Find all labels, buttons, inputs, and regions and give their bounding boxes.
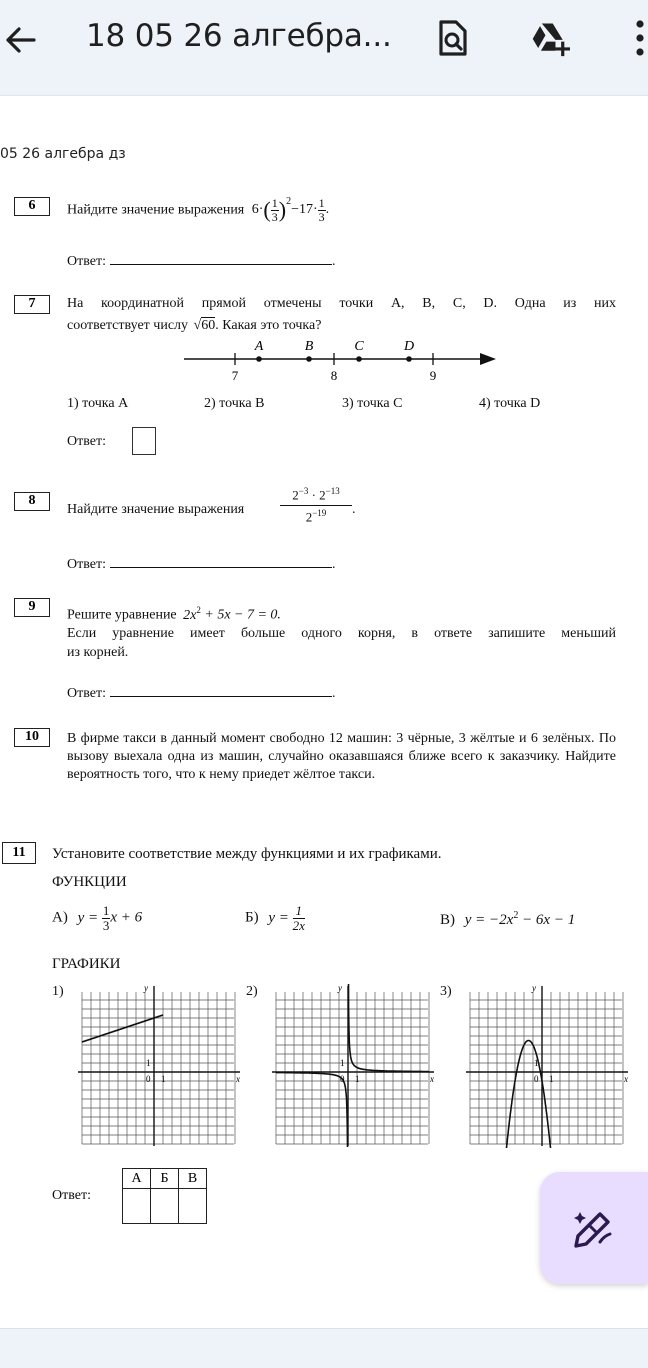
answer-table-cell-V[interactable]	[179, 1189, 207, 1224]
task-number-9: 9	[14, 598, 50, 617]
tick-label: 1	[161, 1074, 166, 1084]
task-9-line2: Если уравнение имеет больше одного корня, в ответе запишите меньший	[67, 626, 616, 641]
app-bar	[0, 0, 648, 96]
y-axis-label: y	[144, 984, 148, 993]
document-header-text: 05 26 алгебра дз	[0, 146, 126, 162]
answer-table-cell-B[interactable]	[151, 1189, 179, 1224]
answer-table-header-A: А	[123, 1169, 151, 1189]
x-axis-label: x	[624, 1074, 628, 1084]
origin-label: 0	[146, 1074, 151, 1084]
task-7-option-3: 3) точка C	[342, 396, 403, 411]
function-A-post: x + 6	[110, 909, 143, 926]
task-6-expr-b: −17·	[291, 202, 318, 218]
tick-label: 1	[549, 1074, 554, 1084]
task-8-num-base-a: 2	[292, 487, 299, 503]
task-6-answer: Ответ: .	[67, 251, 335, 270]
answer-line	[110, 554, 332, 568]
tick-label: 1	[534, 1058, 539, 1068]
task-7-line2-start: соответствует числу	[67, 318, 189, 333]
task-6-expr-end: .	[325, 202, 330, 218]
task-9-answer: Ответ: .	[67, 683, 335, 702]
answer-label: Ответ:	[67, 557, 106, 572]
task-number-10: 10	[14, 728, 50, 747]
function-A-pre: y =	[77, 909, 99, 926]
bottom-strip	[0, 1328, 648, 1368]
point-A-label: A	[254, 339, 264, 354]
answer-table-header-V: В	[179, 1169, 207, 1189]
graph-2-branch-right	[349, 984, 429, 1072]
task-9-eq-pow: 2	[196, 605, 201, 615]
task-6-frac1-den: 3	[271, 209, 278, 224]
graph-2	[268, 984, 438, 1148]
task-6-prompt: Найдите значение выражения	[67, 202, 245, 218]
task-11-answer-label: Ответ:	[52, 1188, 91, 1203]
origin-label: 0	[340, 1074, 345, 1084]
task-7-line2-end: . Какая это точка?	[215, 318, 322, 333]
task-9-prompt: Решите уравнение	[67, 607, 177, 623]
graph-1-label: 1)	[52, 984, 64, 999]
tick-label: 1	[340, 1058, 345, 1068]
point-B-label: B	[304, 339, 314, 354]
task-8-dot: ·	[308, 487, 320, 503]
task-9-line3: из корней.	[67, 645, 129, 660]
function-V-post: − 6x − 1	[518, 912, 576, 928]
task-7-option-1: 1) точка A	[67, 396, 129, 411]
task-7-sqrt-arg: 60	[201, 318, 216, 333]
graph-3	[462, 984, 632, 1148]
task-6-frac1-num: 1	[271, 196, 278, 210]
task-number-8: 8	[14, 492, 50, 511]
x-axis-label: x	[430, 1074, 434, 1084]
function-B-pre: y =	[268, 909, 289, 926]
graph-3-label: 3)	[440, 984, 452, 999]
task-8-den-base: 2	[305, 509, 313, 525]
task-7-answer-box	[132, 427, 156, 455]
y-axis-label: y	[338, 984, 342, 993]
tick-label: 1	[355, 1074, 360, 1084]
task-11-prompt: Установите соответствие между функциями и их графиками.	[52, 846, 442, 862]
task-7-line2: соответствует числу √60. Какая это точка?	[67, 318, 322, 333]
task-6-expr-a: 6·	[251, 202, 264, 218]
function-A-frac-num: 1	[102, 903, 110, 918]
answer-label: Ответ:	[67, 254, 106, 269]
task-7-answer-label: Ответ:	[67, 434, 106, 449]
function-A	[52, 904, 142, 932]
answer-line	[110, 251, 332, 265]
function-B	[245, 904, 305, 932]
task-8-num-exp-b: −13	[325, 486, 340, 496]
task-6-power: 2	[286, 195, 292, 207]
function-B-label: Б)	[245, 909, 259, 926]
tick-label: 1	[146, 1058, 151, 1068]
function-V-label: В)	[440, 912, 455, 928]
task-8-answer: Ответ: .	[67, 554, 335, 573]
task-8-den-exp: −19	[312, 508, 327, 519]
answer-label: Ответ:	[67, 686, 106, 701]
task-9-line1	[67, 605, 281, 624]
task-9-eq-a: 2x	[183, 607, 197, 623]
x-axis-label: x	[236, 1074, 240, 1084]
pen-sparkle-icon	[570, 1206, 618, 1250]
function-B-frac-den: 2x	[292, 917, 305, 933]
task-6-text: Найдите значение выражения 6·( $\frac{1}{3}$ )$^2$−17· $\frac{1}{3}$ .	[67, 195, 330, 224]
task-7-option-2: 2) точка B	[204, 396, 265, 411]
graph-1	[74, 984, 244, 1148]
task-10-text: В фирме такси в данный момент свободно 12 машин: 3 чёрные, 3 жёлтые и 6 зелёных. По вызову выехала одна из машин, случайно оказавшаяся ближе всего к заказчику. Найдите вероятность того, что к нему приедет жёлтое такси.	[67, 731, 616, 782]
task-6-frac2-den: 3	[318, 209, 325, 224]
tick-8-label: 8	[330, 368, 338, 383]
task-8-num-exp-a: −3	[298, 486, 309, 496]
edit-fab-button[interactable]	[540, 1172, 648, 1284]
task-8-num-base-b: 2	[319, 487, 326, 503]
answer-table-header-B: Б	[151, 1169, 179, 1189]
functions-header: ФУНКЦИИ	[52, 874, 127, 890]
task-7-option-4: 4) точка D	[479, 396, 541, 411]
graphs-header: ГРАФИКИ	[52, 956, 121, 972]
function-V	[440, 910, 575, 929]
tick-9-label: 9	[429, 368, 437, 383]
function-B-frac-num: 1	[293, 904, 305, 919]
task-number-11: 11	[2, 842, 36, 864]
function-A-label: А)	[52, 909, 68, 926]
find-in-page-icon[interactable]	[432, 18, 472, 58]
task-7-line1: На координатной прямой отмечены точки A, B, C, D. Одна из них	[67, 296, 616, 311]
more-vert-icon[interactable]	[622, 18, 648, 58]
task-6-frac2-num: 1	[318, 196, 325, 210]
add-to-drive-icon[interactable]	[530, 18, 570, 58]
back-arrow-icon[interactable]	[0, 18, 44, 62]
origin-label: 0	[534, 1074, 539, 1084]
task-number-7: 7	[14, 295, 50, 314]
function-V-pow: 2	[513, 910, 519, 921]
task-8-end: .	[352, 502, 356, 517]
graph-3-parabola	[506, 1041, 551, 1149]
task-8-fraction	[280, 486, 352, 526]
tick-7-label: 7	[231, 368, 239, 383]
graph-2-label: 2)	[246, 984, 258, 999]
y-axis-label: y	[532, 984, 536, 993]
task-9-eq-b: + 5x − 7 = 0.	[200, 607, 281, 623]
document-title: 18 05 26 алгебра...	[86, 18, 392, 54]
answer-table-cell-A[interactable]	[123, 1189, 151, 1224]
task-number-6: 6	[14, 197, 50, 216]
task-8-prompt: Найдите значение выражения	[67, 502, 245, 517]
point-D-label: D	[403, 339, 415, 354]
graph-1-line	[82, 1015, 163, 1042]
function-V-pre: y = −2x	[464, 912, 514, 928]
function-A-frac-den: 3	[102, 917, 110, 933]
task-7-number-line	[180, 336, 500, 386]
task-11-answer-table	[122, 1168, 207, 1224]
answer-line	[110, 683, 332, 697]
point-C-label: C	[354, 339, 364, 354]
